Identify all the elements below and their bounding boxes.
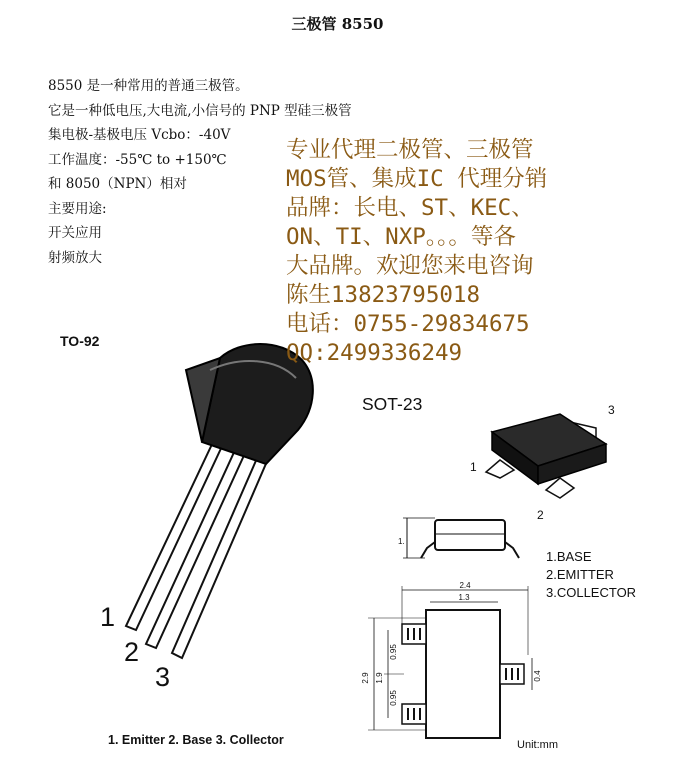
to92-pin-number: 2 (124, 637, 140, 667)
promo-line: 品牌：长电、ST、KEC、 (286, 195, 534, 221)
sot23-unit-label: Unit:mm (517, 739, 558, 750)
description-line: 射频放大 (48, 249, 102, 266)
pin-legend-item: 2.EMITTER (546, 567, 614, 582)
sot23-top-body (426, 610, 500, 738)
description-line: 和 8050（NPN）相对 (48, 176, 187, 192)
dimension-body-width: 1.3 (458, 593, 470, 602)
description-line: 主要用途: (48, 200, 107, 217)
to92-pin-number: 3 (155, 662, 171, 692)
dimension-pitch-a: 0.95 (389, 644, 398, 660)
sot23-pin-number: 3 (608, 403, 615, 417)
sot23-pin-number: 2 (537, 508, 544, 522)
page-title: 三极管 8550 (291, 15, 384, 33)
description-line: 开关应用 (48, 225, 102, 241)
to92-caption: 1. Emitter 2. Base 3. Collector (108, 733, 284, 747)
dimension-pitch-b: 0.95 (389, 690, 398, 706)
sot23-side-lead (505, 542, 519, 558)
dimension-height: 1. (398, 537, 405, 546)
dimension-lead: 0.4 (533, 670, 542, 682)
to92-package-drawing (90, 330, 350, 660)
to92-package-label: TO-92 (60, 333, 100, 349)
promo-line: MOS管、集成IC 代理分销 (286, 166, 548, 192)
sot23-pin-number: 1 (470, 460, 477, 474)
promo-line: ON、TI、NXP。。。等各 (286, 224, 516, 250)
sot23-package-label: SOT-23 (362, 394, 423, 414)
pin-legend-item: 3.COLLECTOR (546, 585, 637, 600)
sot23-lead-2 (546, 478, 574, 498)
sot23-side-lead (421, 542, 435, 558)
description-line: 8550 是一种常用的普通三极管。 (48, 78, 249, 94)
description-line: 工作温度：-55℃ to +150℃ (48, 151, 227, 168)
dimension-pitch-outer: 1.9 (375, 672, 384, 684)
to92-pin-number: 1 (100, 602, 116, 632)
sot23-side-view (395, 512, 525, 572)
dimension-length: 2.9 (361, 672, 370, 684)
promo-line: 陈生13823795018 (286, 282, 481, 308)
promo-line: 电话：0755-29834675 (286, 311, 530, 337)
promo-line: QQ:2499336249 (286, 340, 463, 366)
pin-legend-item: 1.BASE (546, 549, 592, 564)
description-line: 它是一种低电压,大电流,小信号的 PNP 型硅三极管 (48, 102, 352, 119)
sot23-side-body (435, 520, 505, 550)
sot23-top-view (360, 580, 560, 750)
sot23-3d-drawing (470, 400, 630, 530)
promo-block (286, 136, 547, 368)
description-line: 集电极-基极电压 Vcbo：-40V (48, 127, 231, 143)
dimension-total-width: 2.4 (459, 581, 471, 590)
promo-line: 专业代理二极管、三极管 (286, 137, 534, 163)
promo-line: 大品牌。欢迎您来电咨询 (286, 253, 534, 279)
